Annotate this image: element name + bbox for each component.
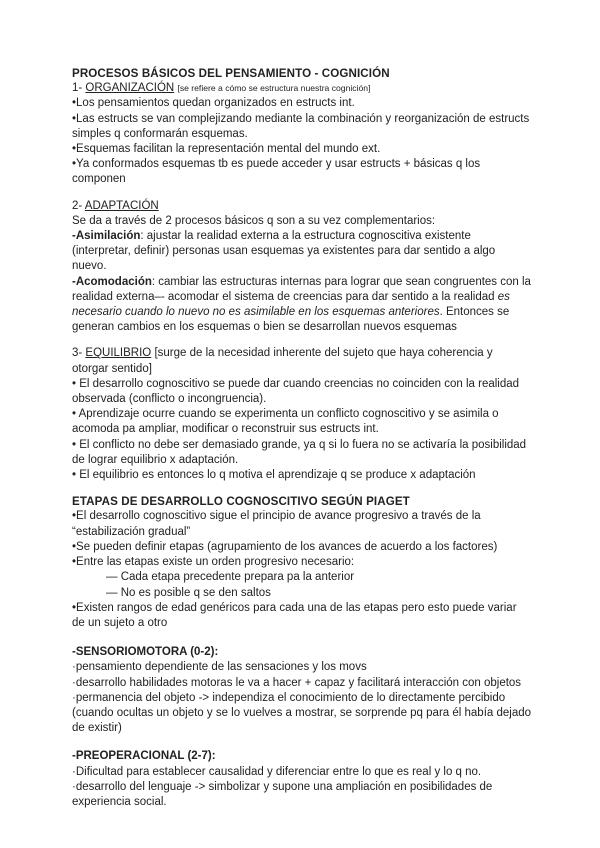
section-number: 2- — [72, 199, 85, 212]
stage-sensoriomotora — [72, 645, 532, 736]
section-heading — [72, 81, 532, 96]
acomodacion-paragraph — [72, 275, 532, 336]
bullet-line: • El desarrollo cognoscitivo se puede dar cuando creencias no coinciden con la realidad observada (conflicto o incongruencia). — [72, 377, 520, 406]
section-number: 1- — [72, 82, 86, 95]
bullet-line: •Esquemas facilitan la representación mental del mundo ext. — [72, 143, 381, 156]
section-heading — [72, 199, 532, 214]
stage-preoperacional — [72, 749, 532, 810]
section-name: ADAPTACIÓN — [84, 199, 159, 212]
bullet-line: •Los pensamientos quedan organizados en estructs int. — [72, 97, 355, 110]
stage-line: ·pensamiento dependiente de las sensaciones y los movs — [72, 661, 367, 674]
section-organizacion — [72, 81, 532, 187]
stage-line: ·desarrollo habilidades motoras le va a hacer + capaz y facilitará interacción con objetos — [72, 676, 522, 689]
term-definition-end: . Entonces se generan cambios en los esquemas o bien se desarrollan nuevos esquemas — [72, 306, 510, 334]
bullet-line: • Aprendizaje ocurre cuando se experimenta un conflicto cognoscitivo y se asimila o acomoda pa ampliar, modificar o reconstruir sus estructs int. — [72, 408, 499, 436]
bullet-line: •Se pueden definir etapas (agrupamiento de los avances de acuerdo a los factores) — [72, 540, 498, 553]
stage-title: -PREOPERACIONAL (2-7): — [72, 750, 216, 763]
stage-title: -SENSORIOMOTORA (0-2): — [72, 646, 219, 659]
sub-item: — No es posible q se den saltos — [106, 586, 271, 599]
term-label: -Acomodación — [72, 275, 152, 288]
term-definition: : cambiar las estructuras internas para lograr que sean congruentes con la realidad externa–- acomodar el sistema de creencias para dar sentido a la realidad — [72, 275, 531, 303]
section-adaptacion — [72, 199, 532, 336]
bullet-line: •Entre las etapas existe un orden progresivo necesario: — [72, 556, 355, 569]
bullet-line: • El conflicto no debe ser demasiado grande, ya q si lo fuera no se activaría la posibilidad de lograr equilibrio x adaptación. — [72, 438, 527, 466]
document-title: PROCESOS BÁSICOS DEL PENSAMIENTO - COGNICIÓN — [72, 67, 390, 80]
bullet-line: •El desarrollo cognoscitivo sigue el principio de avance progresivo a través de la “estabilización gradual” — [72, 510, 481, 538]
asimilacion-paragraph — [72, 229, 532, 275]
term-label: -Asimilación — [72, 230, 141, 243]
bullet-line: •Existen rangos de edad genéricos para cada una de las etapas pero esto puede variar de un sujeto a otro — [72, 601, 517, 629]
section-note: [se refiere a cómo se estructura nuestra cognición] — [177, 83, 371, 94]
section-number: 3- — [72, 347, 86, 360]
section-intro: Se da a través de 2 procesos básicos q son a su vez complementarios: — [72, 214, 436, 227]
bullet-line: •Las estructs se van complejizando mediante la combinación y reorganización de estructs simples q conformarán esquemas. — [72, 112, 530, 140]
section-piaget — [72, 494, 532, 631]
section-heading — [72, 346, 532, 376]
bullet-line: • El equilibrio es entonces lo q motiva el aprendizaje q se produce x adaptación — [72, 469, 476, 482]
stage-line: ·Dificultad para establecer causalidad y diferenciar entre lo que es real y lo q no. — [72, 765, 482, 778]
section-title: ETAPAS DE DESARROLLO COGNOSCITIVO SEGÚN PIAGET — [72, 495, 410, 509]
section-equilibrio — [72, 346, 532, 483]
stage-line: ·permanencia del objeto -> independiza el conocimiento de lo directamente percibido (cuando ocultas un objeto y se lo vuelves a mostrar, se sorprende pq para él había dejado de existir) — [72, 691, 532, 735]
section-name: EQUILIBRIO — [85, 347, 152, 360]
bullet-line: •Ya conformados esquemas tb es puede acceder y usar estructs + básicas q los componen — [72, 158, 481, 186]
term-definition: : ajustar la realidad externa a la estructura cognoscitiva existente (interpretar, definir) personas usan esquemas ya existentes para dar sentido a algo nuevo. — [72, 230, 496, 273]
section-note: [surge de la necesidad inherente del sujeto que haya coherencia y otorgar sentido] — [72, 347, 493, 375]
italic-note: es necesario cuando lo nuevo no es asimilable en los esquemas anteriores — [72, 290, 510, 319]
sub-item: — Cada etapa precedente prepara pa la anterior — [106, 571, 355, 584]
stage-line: ·desarrollo del lenguaje -> simbolizar y supone una ampliación en posibilidades de experiencia social. — [72, 780, 493, 808]
section-name: ORGANIZACIÓN — [85, 82, 175, 95]
